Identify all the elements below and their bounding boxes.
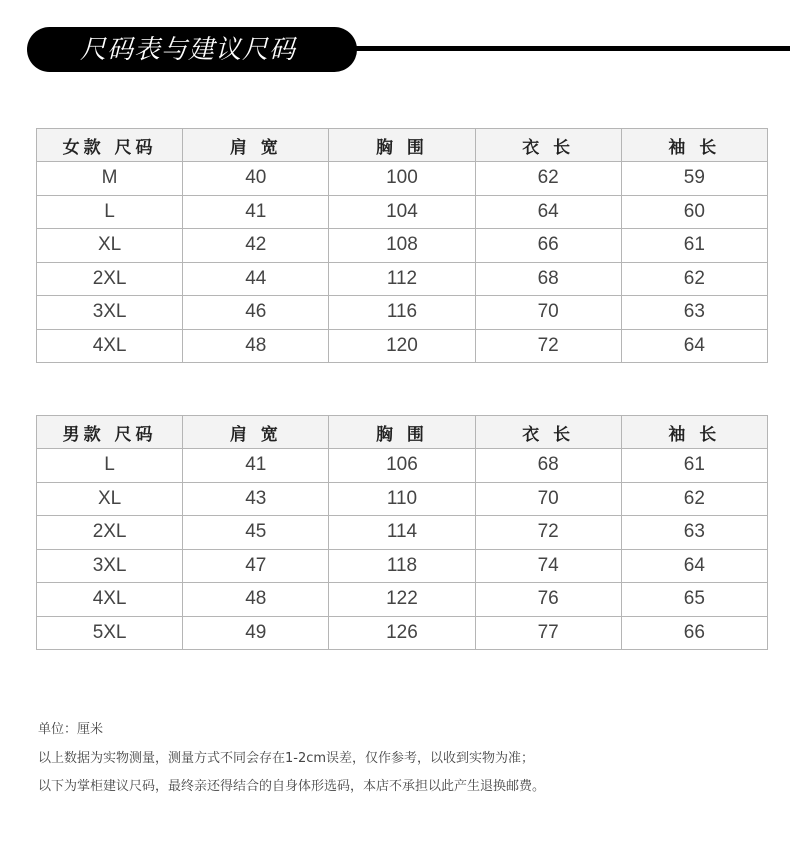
table-row (37, 329, 768, 363)
cell-chest: 118 (329, 549, 475, 583)
column-header-size: 男款 尺码 (37, 416, 183, 449)
cell-length: 77 (475, 616, 621, 650)
women-size-table (36, 128, 768, 363)
cell-chest: 108 (329, 229, 475, 263)
table-row (37, 162, 768, 196)
cell-chest: 106 (329, 449, 475, 483)
cell-length: 68 (475, 262, 621, 296)
column-header-shoulder: 肩 宽 (183, 416, 329, 449)
cell-chest: 112 (329, 262, 475, 296)
cell-chest: 114 (329, 516, 475, 550)
table-row (37, 583, 768, 617)
table-row (37, 549, 768, 583)
cell-shoulder: 48 (183, 583, 329, 617)
cell-sleeve: 63 (621, 296, 767, 330)
notes-section (38, 716, 545, 802)
column-header-sleeve: 袖 长 (621, 129, 767, 162)
cell-sleeve: 59 (621, 162, 767, 196)
cell-shoulder: 41 (183, 195, 329, 229)
table-row (37, 616, 768, 650)
cell-size: XL (37, 482, 183, 516)
cell-shoulder: 46 (183, 296, 329, 330)
men-table-body (37, 449, 768, 650)
cell-sleeve: 62 (621, 482, 767, 516)
cell-sleeve: 60 (621, 195, 767, 229)
cell-sleeve: 65 (621, 583, 767, 617)
table-row (37, 482, 768, 516)
cell-length: 62 (475, 162, 621, 196)
table-row (37, 262, 768, 296)
header-divider (352, 46, 790, 51)
cell-size: 2XL (37, 262, 183, 296)
cell-shoulder: 48 (183, 329, 329, 363)
cell-length: 76 (475, 583, 621, 617)
page-title: 尺码表与建议尺码 (80, 35, 297, 65)
column-header-length: 衣 长 (475, 416, 621, 449)
cell-size: XL (37, 229, 183, 263)
table-row (37, 449, 768, 483)
cell-length: 72 (475, 329, 621, 363)
cell-length: 70 (475, 482, 621, 516)
cell-sleeve: 64 (621, 329, 767, 363)
cell-chest: 122 (329, 583, 475, 617)
cell-size: 3XL (37, 296, 183, 330)
table-header-row (37, 129, 768, 162)
cell-length: 64 (475, 195, 621, 229)
cell-shoulder: 49 (183, 616, 329, 650)
size-advice-note: 以下为掌柜建议尺码，最终亲还得结合的自身体形选码，本店不承担以此产生退换邮费。 (38, 779, 546, 794)
column-header-chest: 胸 围 (329, 416, 475, 449)
column-header-size: 女款 尺码 (37, 129, 183, 162)
cell-sleeve: 62 (621, 262, 767, 296)
cell-size: 4XL (37, 329, 183, 363)
column-header-length: 衣 长 (475, 129, 621, 162)
cell-chest: 110 (329, 482, 475, 516)
cell-sleeve: 61 (621, 449, 767, 483)
table-row (37, 229, 768, 263)
cell-size: 2XL (37, 516, 183, 550)
cell-sleeve: 64 (621, 549, 767, 583)
cell-shoulder: 43 (183, 482, 329, 516)
cell-length: 72 (475, 516, 621, 550)
cell-sleeve: 66 (621, 616, 767, 650)
cell-size: L (37, 195, 183, 229)
cell-size: L (37, 449, 183, 483)
cell-shoulder: 41 (183, 449, 329, 483)
cell-length: 68 (475, 449, 621, 483)
table-row (37, 296, 768, 330)
cell-chest: 100 (329, 162, 475, 196)
cell-shoulder: 45 (183, 516, 329, 550)
cell-shoulder: 42 (183, 229, 329, 263)
cell-chest: 120 (329, 329, 475, 363)
cell-chest: 104 (329, 195, 475, 229)
cell-size: 4XL (37, 583, 183, 617)
cell-chest: 116 (329, 296, 475, 330)
cell-shoulder: 47 (183, 549, 329, 583)
measurement-note: 以上数据为实物测量，测量方式不同会存在1-2cm误差，仅作参考，以收到实物为准； (38, 750, 535, 766)
table-header-row (37, 416, 768, 449)
cell-size: 3XL (37, 549, 183, 583)
cell-size: M (37, 162, 183, 196)
cell-sleeve: 63 (621, 516, 767, 550)
cell-shoulder: 40 (183, 162, 329, 196)
column-header-sleeve: 袖 长 (621, 416, 767, 449)
table-row (37, 516, 768, 550)
women-table-body (37, 162, 768, 363)
cell-length: 74 (475, 549, 621, 583)
cell-sleeve: 61 (621, 229, 767, 263)
cell-size: 5XL (37, 616, 183, 650)
column-header-chest: 胸 围 (329, 129, 475, 162)
cell-length: 66 (475, 229, 621, 263)
column-header-shoulder: 肩 宽 (183, 129, 329, 162)
cell-shoulder: 44 (183, 262, 329, 296)
men-size-table (36, 415, 768, 650)
unit-note: 单位：厘米 (38, 722, 104, 737)
cell-length: 70 (475, 296, 621, 330)
table-row (37, 195, 768, 229)
cell-chest: 126 (329, 616, 475, 650)
